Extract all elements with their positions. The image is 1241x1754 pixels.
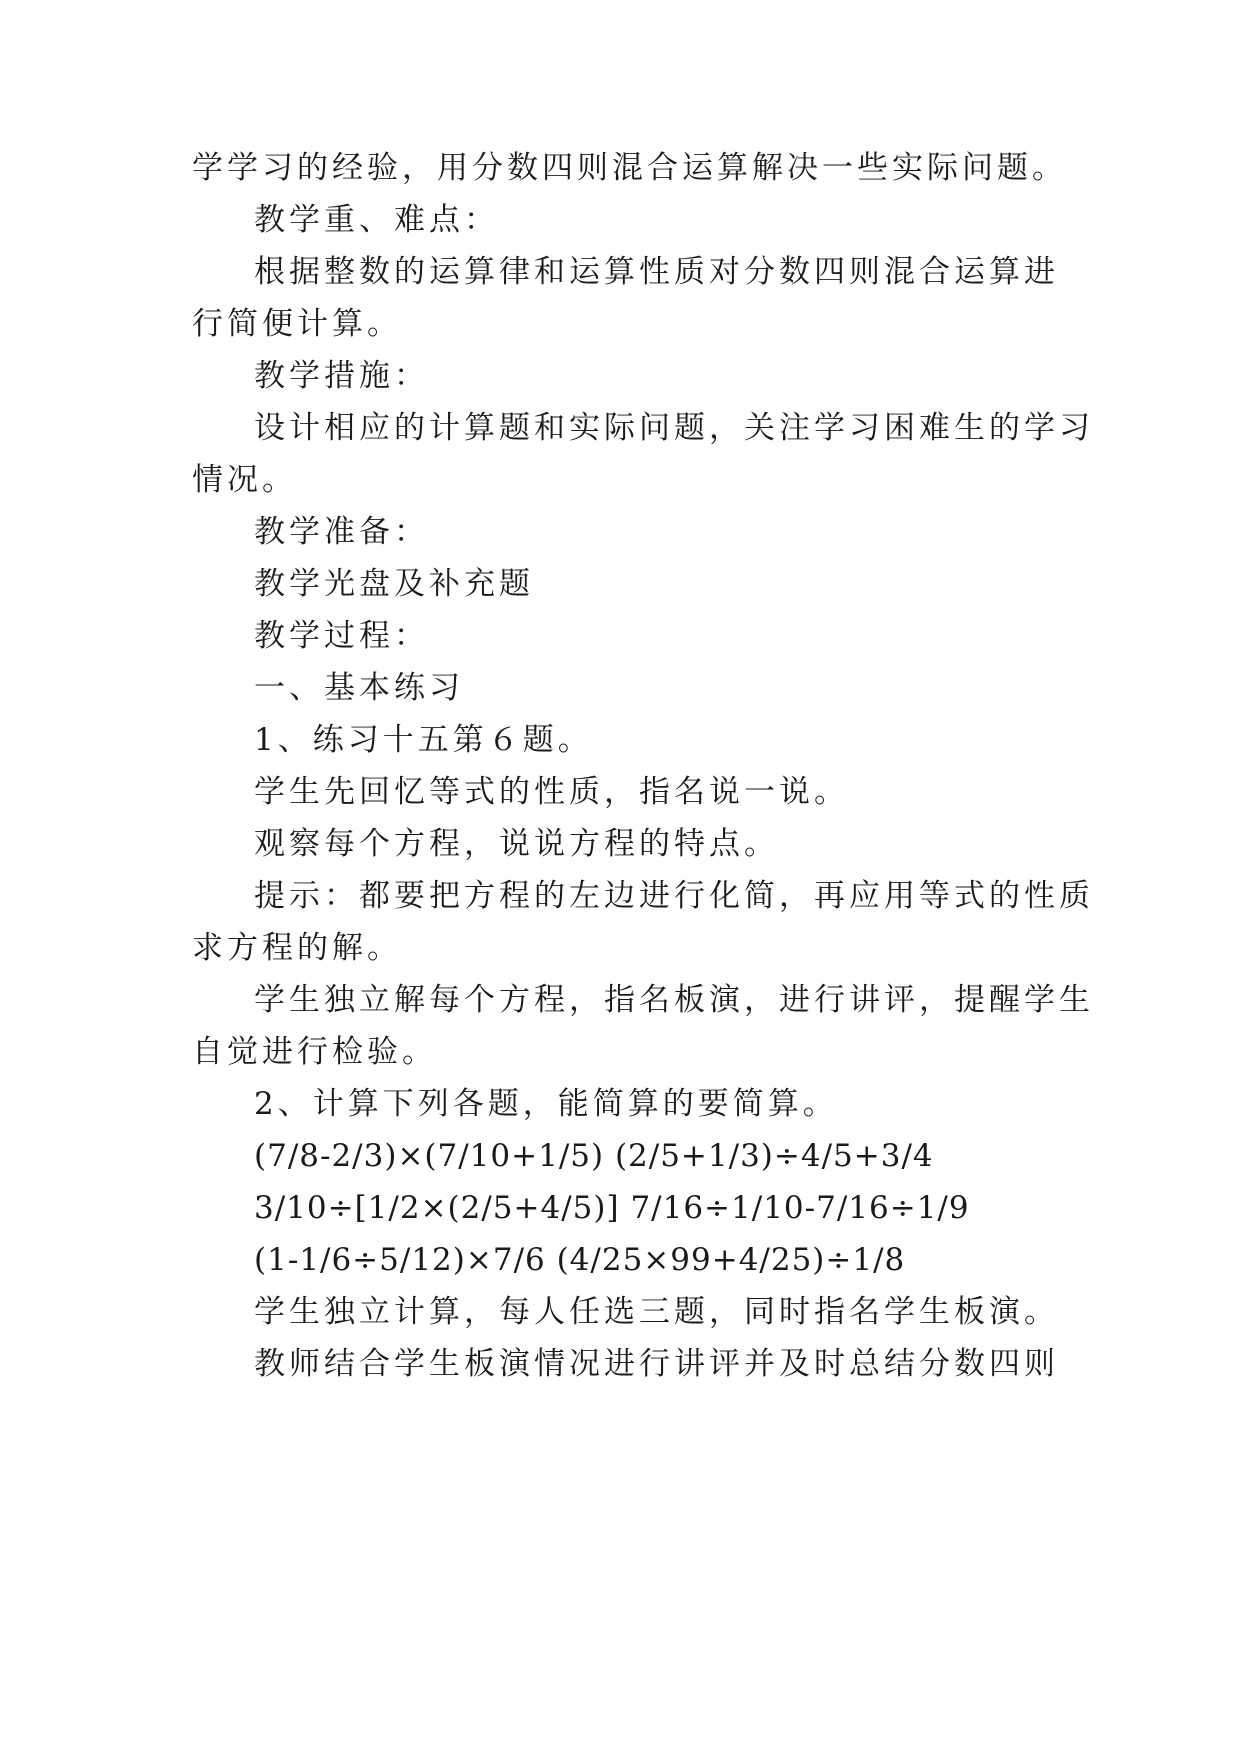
list-item: 2、计算下列各题，能简算的要简算。 [254, 1086, 838, 1122]
section-heading-preparation: 教学准备： [254, 514, 429, 550]
paragraph-line: 自觉进行检验。 [192, 1034, 437, 1070]
section-heading-key-points: 教学重、难点： [254, 202, 499, 238]
paragraph-line: 学生独立解每个方程，指名板演，进行讲评，提醒学生 [254, 982, 1094, 1018]
paragraph-line: 教师结合学生板演情况进行讲评并及时总结分数四则 [254, 1346, 1059, 1382]
section-heading-measures: 教学措施： [254, 358, 429, 394]
paragraph-line: 情况。 [192, 462, 297, 498]
paragraph-line: 观察每个方程，说说方程的特点。 [254, 826, 779, 862]
math-expression-line: (7/8-2/3)×(7/10+1/5) (2/5+1/3)÷4/5+3/4 [254, 1138, 934, 1174]
section-heading-process: 教学过程： [254, 618, 429, 654]
math-expression-line: (1-1/6÷5/12)×7/6 (4/25×99+4/25)÷1/8 [254, 1242, 906, 1278]
paragraph-line: 行简便计算。 [192, 306, 402, 342]
paragraph-line: 设计相应的计算题和实际问题，关注学习困难生的学习 [254, 410, 1094, 446]
paragraph-line: 教学光盘及补充题 [254, 566, 534, 602]
paragraph-line: 学生独立计算，每人任选三题，同时指名学生板演。 [254, 1294, 1059, 1330]
paragraph-line: 提示：都要把方程的左边进行化简，再应用等式的性质 [254, 878, 1094, 914]
paragraph-line: 根据整数的运算律和运算性质对分数四则混合运算进 [254, 254, 1059, 290]
paragraph-line: 学生先回忆等式的性质，指名说一说。 [254, 774, 849, 810]
list-item: 1、练习十五第６题。 [254, 722, 593, 758]
paragraph-line: 求方程的解。 [192, 930, 402, 966]
section-heading-basic-practice: 一、基本练习 [254, 670, 464, 706]
paragraph-line: 学学习的经验，用分数四则混合运算解决一些实际问题。 [192, 150, 1067, 186]
math-expression-line: 3/10÷[1/2×(2/5+4/5)] 7/16÷1/10-7/16÷1/9 [254, 1190, 970, 1226]
